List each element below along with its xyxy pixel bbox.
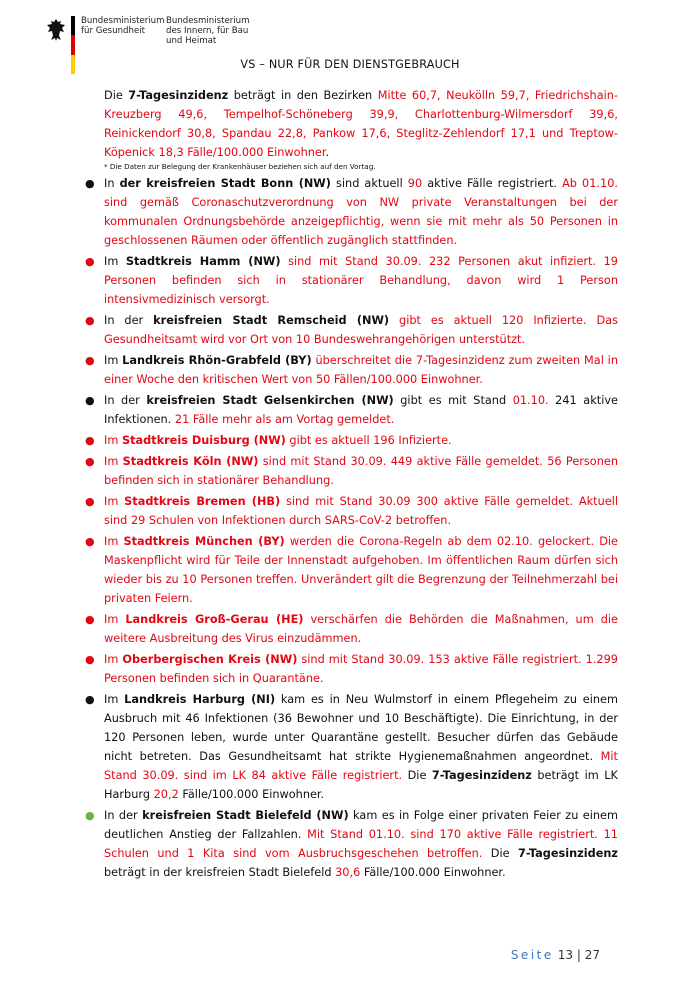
item-text: sind mit Stand 30.09. 232 Personen akut infiziert. 19 Personen befinden sich in stationärer Behandlung, davon wird 1 Person intensivmedizinisch versorgt. bbox=[104, 255, 618, 306]
ministry-interior-name: Bundesministerium des Innern, für Bau und Heimat bbox=[166, 16, 250, 46]
list-item bbox=[85, 174, 618, 250]
item-text: Die bbox=[482, 847, 519, 860]
bullet-icon: ● bbox=[85, 613, 95, 626]
footnote: * Die Daten zur Belegung der Krankenhäuser beziehen sich auf den Vortag. bbox=[104, 162, 376, 171]
item-text: 30,6 bbox=[335, 866, 361, 879]
item-text: Im bbox=[104, 455, 123, 468]
flag-red bbox=[71, 35, 75, 54]
region-name: Landkreis Harburg (NI) bbox=[124, 693, 276, 706]
list-item bbox=[85, 452, 618, 490]
item-text: Fälle/100.000 Einwohner. bbox=[178, 788, 325, 801]
region-name: Stadtkreis Bremen (HB) bbox=[124, 495, 281, 508]
list-item bbox=[85, 311, 619, 349]
item-text: kam es in Folge einer privaten Feier zu einem deutlichen Anstieg der Fallzahlen. bbox=[104, 809, 618, 841]
item-text: sind mit Stand 30.09. 153 aktive Fälle registriert. 1.299 Personen befinden sich in Quarantäne. bbox=[104, 653, 618, 685]
page-total: 27 bbox=[584, 948, 600, 962]
intro-text: . bbox=[325, 146, 330, 159]
region-name: Stadtkreis Köln (NW) bbox=[122, 455, 259, 468]
bullet-icon: ● bbox=[85, 354, 95, 367]
item-text: 01.10. bbox=[512, 394, 549, 407]
list-item bbox=[85, 252, 618, 309]
item-text: Im bbox=[104, 535, 124, 548]
region-name: der kreisfreien Stadt Bonn (NW) bbox=[119, 177, 331, 190]
bullet-icon: ● bbox=[85, 495, 95, 508]
item-text: Im bbox=[104, 255, 126, 268]
list-item bbox=[85, 690, 618, 804]
ministry-health-name: Bundesministerium für Gesundheit bbox=[81, 16, 165, 36]
item-text: In bbox=[104, 177, 120, 190]
classification-heading: VS – NUR FÜR DEN DIENSTGEBRAUCH bbox=[240, 58, 460, 71]
item-text: gibt es aktuell 196 Infizierte. bbox=[285, 434, 452, 447]
list-item bbox=[85, 391, 618, 429]
bullet-icon: ● bbox=[85, 455, 95, 468]
item-text: 20,2 bbox=[153, 788, 179, 801]
region-name: kreisfreien Stadt Gelsenkirchen (NW) bbox=[146, 394, 394, 407]
item-text: beträgt im LK Harburg bbox=[104, 769, 618, 801]
intro-district-values: Mitte 60,7, Neukölln 59,7, Friedrichshain-Kreuzberg 49,6, Tempelhof-Schöneberg 39,9, Charlottenburg-Wilmersdorf 39,6, Reinickendorf 30,8, Spandau 22,8, Pankow 17,6, Steglitz-Zehlendorf 17,1 und Treptow-Köpenick 18,3 Fälle/100.000 Einwohner bbox=[104, 89, 618, 159]
item-text: Mit Stand 30.09. sind im LK 84 aktive Fälle registriert. bbox=[104, 750, 618, 782]
item-text: aktive Fälle registriert. bbox=[422, 177, 563, 190]
list-item bbox=[85, 650, 618, 688]
list-item bbox=[85, 532, 619, 608]
list-item bbox=[85, 351, 618, 389]
region-name: Oberbergischen Kreis (NW) bbox=[122, 653, 298, 666]
item-text: 90 bbox=[407, 177, 423, 190]
region-name: Stadtkreis München (BY) bbox=[123, 535, 285, 548]
intro-paragraph bbox=[104, 86, 618, 162]
item-text: Die bbox=[402, 769, 432, 782]
list-item bbox=[85, 431, 618, 450]
item-text: Im bbox=[104, 354, 123, 367]
federal-eagle-icon bbox=[46, 18, 66, 42]
page-separator: | bbox=[576, 948, 581, 962]
bullet-icon: ● bbox=[85, 653, 95, 666]
region-name: 7-Tagesinzidenz bbox=[518, 847, 618, 860]
item-text: gibt es aktuell 120 Infizierte. Das Gesundheitsamt wird vor Ort von 10 Bundeswehrangehörigen unterstützt. bbox=[104, 314, 619, 346]
intro-bold: 7-Tagesinzidenz bbox=[128, 89, 229, 102]
item-text: verschärfen die Behörden die Maßnahmen, um die weitere Ausbreitung des Virus einzudämmen. bbox=[104, 613, 618, 645]
list-item bbox=[85, 806, 618, 882]
item-text: beträgt in der kreisfreien Stadt Bielefeld bbox=[104, 866, 336, 879]
page-word: Seite bbox=[510, 948, 554, 962]
bullet-icon: ● bbox=[85, 809, 95, 822]
item-text: Im bbox=[104, 495, 125, 508]
item-text: sind aktuell bbox=[330, 177, 408, 190]
bullet-icon: ● bbox=[85, 535, 95, 548]
page-number bbox=[511, 948, 600, 962]
item-text: 21 Fälle mehr als am Vortag gemeldet. bbox=[174, 413, 395, 426]
item-text: In der bbox=[104, 394, 147, 407]
bullet-icon: ● bbox=[85, 434, 95, 447]
region-name: Stadtkreis Hamm (NW) bbox=[125, 255, 281, 268]
item-text: kam es in Neu Wulmstorf in einem Pflegeheim zu einem Ausbruch mit 46 Infektionen (36 Bewohner und 10 Beschäftigte). Die Einrichtung, in der 120 Personen leben, wurde unter Quarantäne gestellt. Besucher dürfen das Gebäude nicht betreten. Das Gesundheitsamt hat strikte Hygienemaßnahmen angeordnet. bbox=[104, 693, 618, 763]
intro-text: Die bbox=[104, 89, 129, 102]
region-name: Stadtkreis Duisburg (NW) bbox=[121, 434, 286, 447]
item-text: Mit Stand 01.10. sind 170 aktive Fälle registriert. 11 Schulen und 1 Kita sind vom Ausbruchsgeschehen betroffen. bbox=[104, 828, 618, 860]
item-text: Im bbox=[104, 693, 125, 706]
item-text: Ab 01.10. sind gemäß Coronaschutzverordnung von NW private Veranstaltungen bei der kommunalen Ordnungsbehörde anzeigepflichtig, wenn sie mit mehr als 50 Personen in geschlossenen Räumen oder öffentlich zugänglich stattfinden. bbox=[104, 177, 618, 247]
list-item bbox=[85, 492, 618, 530]
document-body bbox=[85, 86, 619, 884]
region-list bbox=[85, 174, 619, 882]
item-text: überschreitet die 7-Tagesinzidenz zum zweiten Mal in einer Woche den kritischen Wert von 50 Fällen/100.000 Einwohner. bbox=[104, 354, 618, 386]
item-text: Fälle/100.000 Einwohner. bbox=[360, 866, 506, 879]
list-item bbox=[85, 610, 618, 648]
item-text: sind mit Stand 30.09 300 aktive Fälle gemeldet. Aktuell sind 29 Schulen von Infektionen durch SARS-CoV-2 betroffen. bbox=[104, 495, 618, 527]
region-name: Landkreis Rhön-Grabfeld (BY) bbox=[122, 354, 312, 367]
page-current: 13 bbox=[557, 948, 574, 962]
flag-black bbox=[71, 16, 75, 35]
region-name: kreisfreien Stadt Remscheid (NW) bbox=[153, 314, 390, 327]
item-text: Im bbox=[104, 434, 122, 447]
item-text: sind mit Stand 30.09. 449 aktive Fälle gemeldet. 56 Personen befinden sich in stationärer Behandlung. bbox=[104, 455, 618, 487]
item-text: In der bbox=[104, 314, 154, 327]
bullet-icon: ● bbox=[85, 314, 95, 327]
item-text: werden die Corona-Regeln ab dem 02.10. gelockert. Die Maskenpflicht wird für Teile der Innenstadt aufgehoben. Im öffentlichen Raum dürfen sich wieder bis zu 10 Personen treffen. Unverändert gilt die Begrenzung der Teilnehmerzahl bei privaten Feiern. bbox=[104, 535, 619, 605]
region-name: Landkreis Groß-Gerau (HE) bbox=[125, 613, 304, 626]
region-name: kreisfreien Stadt Bielefeld (NW) bbox=[142, 809, 349, 822]
item-text: gibt es mit Stand bbox=[393, 394, 513, 407]
item-text: 241 aktive Infektionen. bbox=[104, 394, 618, 426]
bullet-icon: ● bbox=[85, 394, 95, 407]
item-text: Im bbox=[104, 653, 123, 666]
bullet-icon: ● bbox=[85, 255, 95, 268]
bullet-icon: ● bbox=[85, 177, 95, 190]
item-text: In der bbox=[104, 809, 143, 822]
intro-text: beträgt in den Bezirken bbox=[228, 89, 378, 102]
bullet-icon: ● bbox=[85, 693, 95, 706]
region-name: 7-Tagesinzidenz bbox=[431, 769, 532, 782]
item-text: Im bbox=[104, 613, 126, 626]
